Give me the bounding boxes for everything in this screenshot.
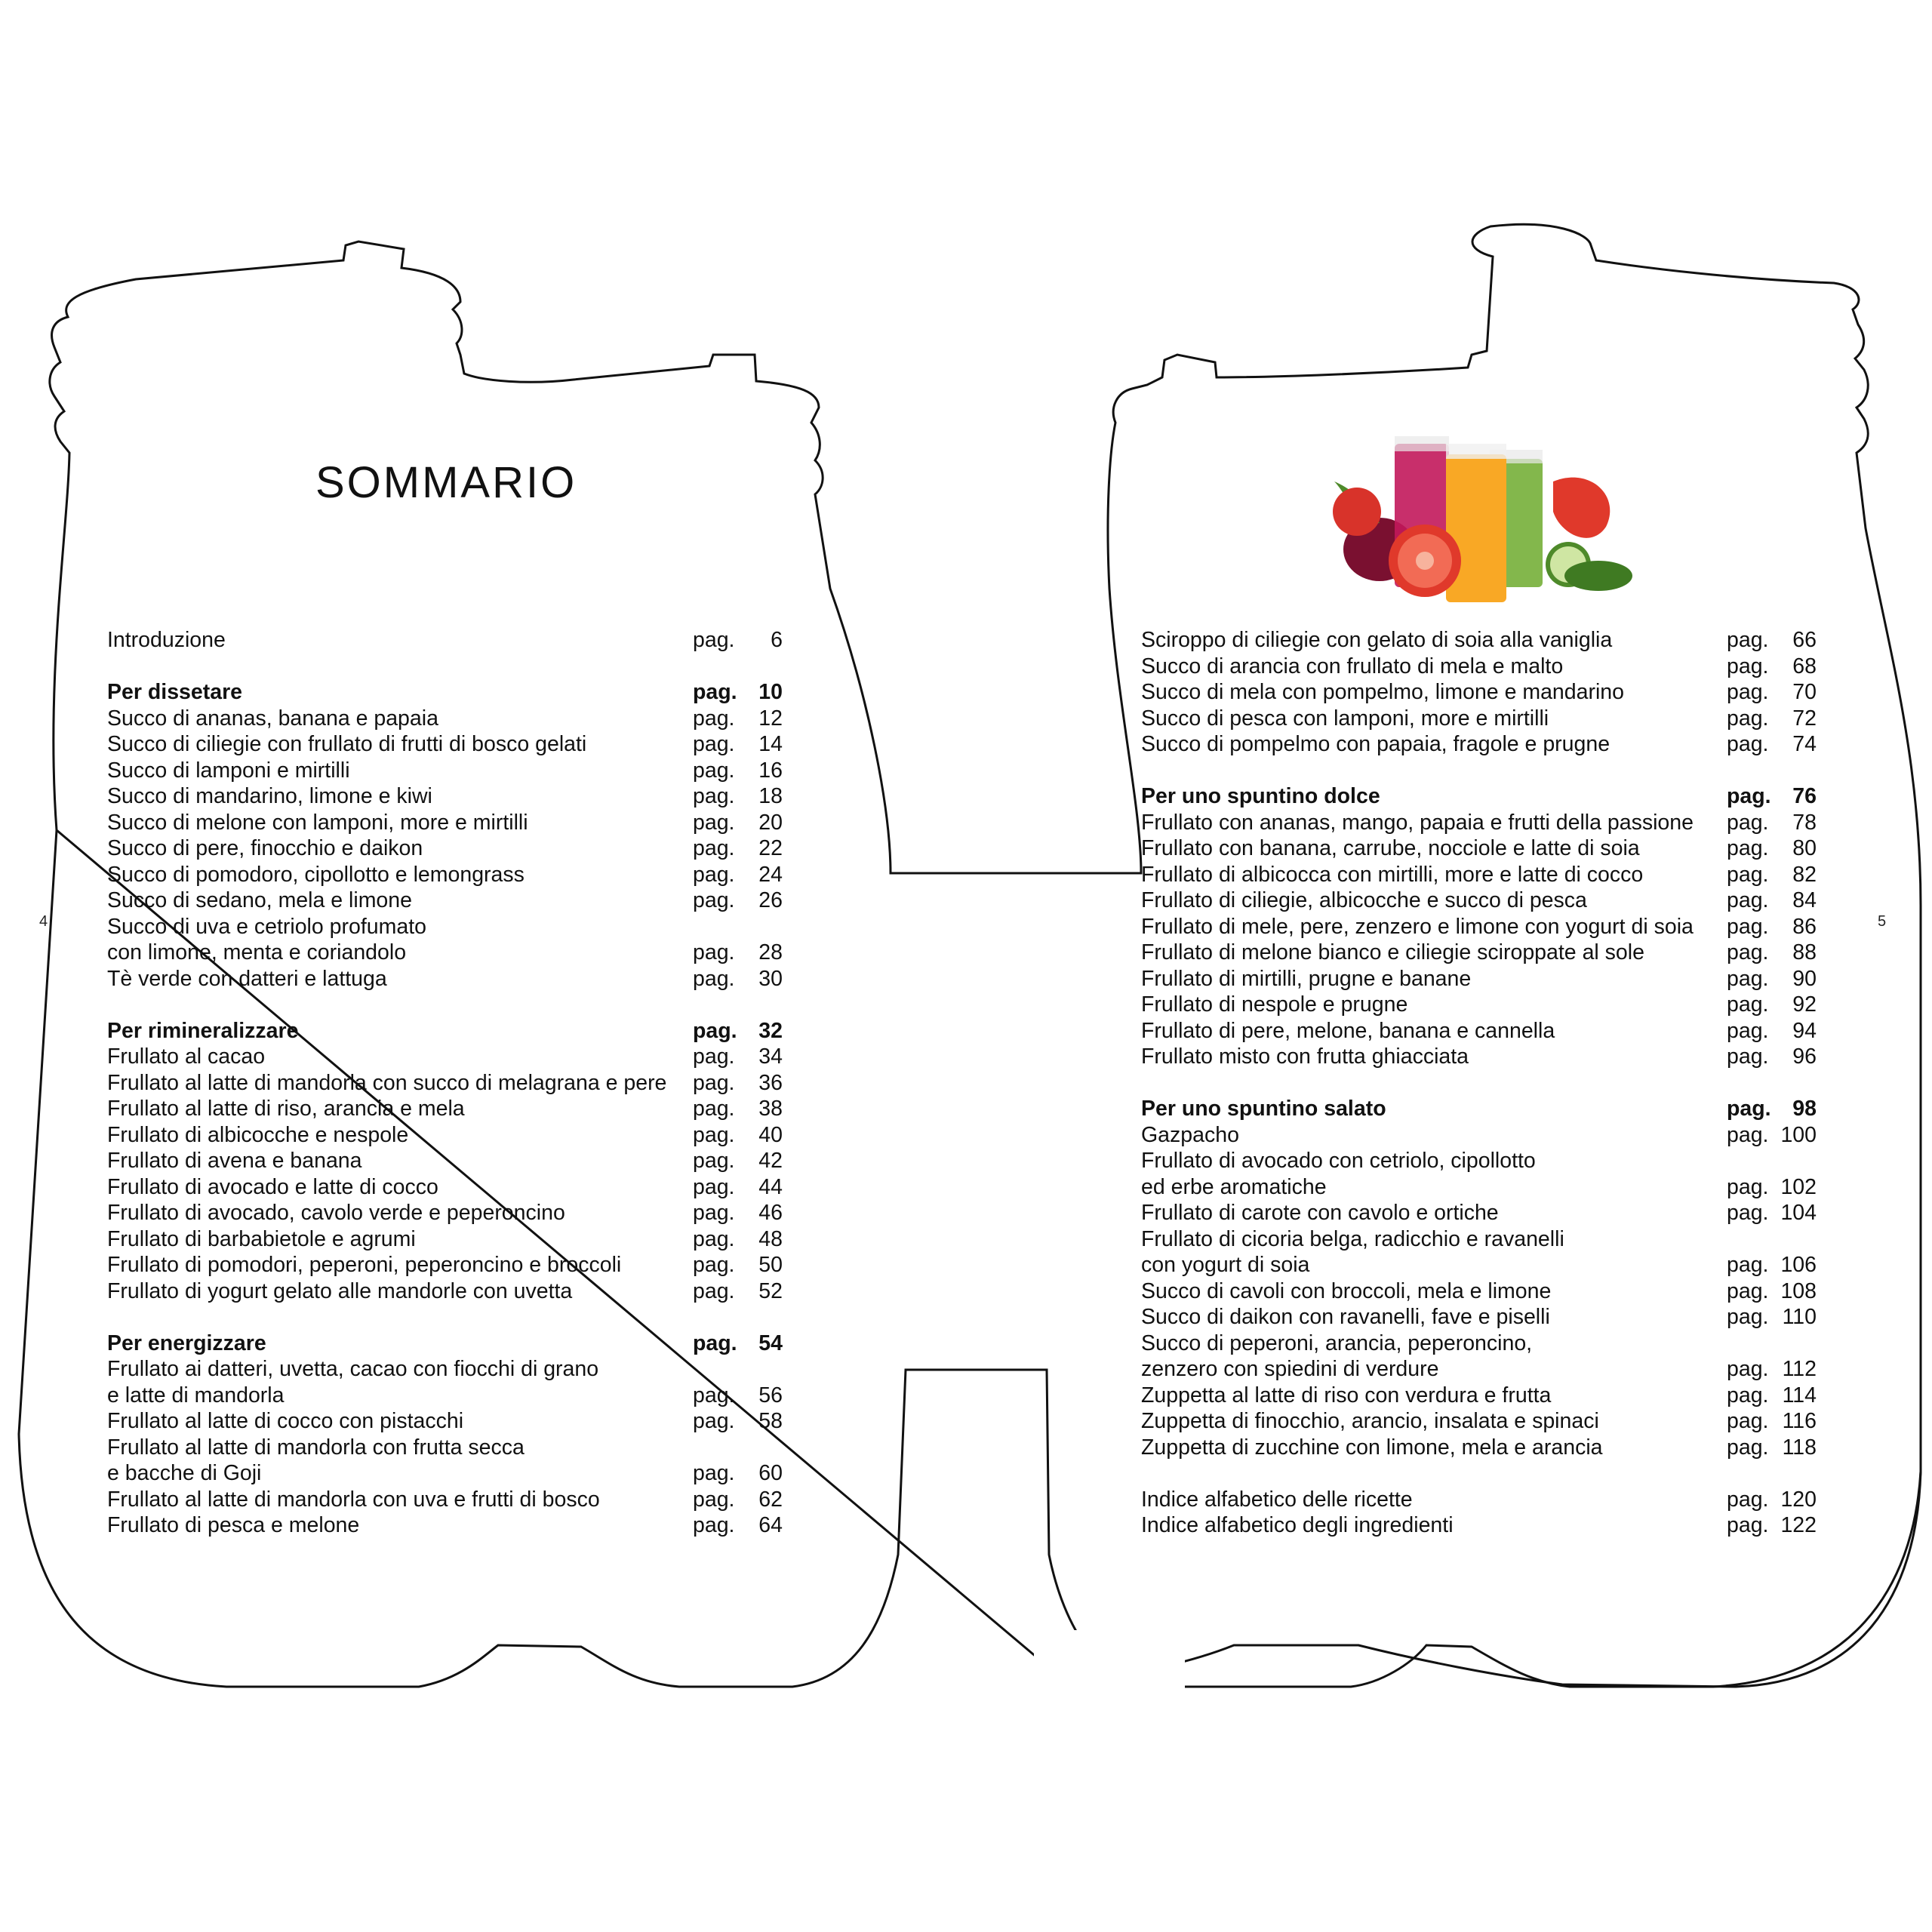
toc-entry-page-number: 106 [1780,1253,1817,1277]
toc-entry [1141,1304,1817,1331]
toc-entry-title: Frullato di avocado con cetriolo, cipollotto [1141,1149,1536,1173]
toc-entry [1141,1044,1817,1070]
toc-entry-pag-label: pag. [1727,966,1769,991]
toc-entry [1141,862,1817,888]
toc-entry-title: Frullato di pomodori, peperoni, peperoncino e broccoli [107,1253,622,1277]
toc-entry-pag-label: pag. [1727,810,1769,835]
toc-entry-pag-label: pag. [693,966,735,991]
toc-entry-pag-label: pag. [1727,1122,1769,1147]
toc-entry-title: Frullato di barbabietole e agrumi [107,1226,416,1251]
juice-glasses-image [1319,436,1644,613]
toc-entry [1141,1252,1817,1278]
toc-entry-page-number: 70 [1792,680,1817,704]
toc-entry-title: Frullato con ananas, mango, papaia e frutti della passione [1141,810,1694,835]
pepper [1553,478,1610,538]
toc-entry-page-number: 46 [758,1201,783,1225]
toc-entry [1141,888,1817,914]
toc-entry-pag-label: pag. [693,706,735,731]
section-gap [107,1304,783,1331]
toc-entry-title: con limone, menta e coriandolo [107,940,407,964]
toc-entry [1141,835,1817,862]
toc-entry [107,1487,783,1513]
toc-entry [1141,810,1817,836]
toc-entry [1141,1148,1817,1174]
toc-entry-pag-label: pag. [693,1201,735,1225]
toc-entry [1141,1226,1817,1253]
toc-entry-pag-label: pag. [1727,1409,1769,1433]
toc-entry-page-number: 16 [758,758,783,783]
toc-entry [1141,1383,1817,1409]
toc-entry-title: Indice alfabetico degli ingredienti [1141,1513,1454,1537]
toc-entry-page-number: 88 [1792,940,1817,964]
toc-entry [107,706,783,732]
toc-entry [107,1408,783,1435]
toc-entry-title: Frullato al latte di mandorla con succo di melagrana e pere [107,1070,667,1095]
toc-entry-title: ed erbe aromatiche [1141,1174,1327,1199]
toc-entry [1141,731,1817,758]
toc-entry-page-number: 112 [1782,1357,1817,1381]
section-gap [1141,1070,1817,1097]
toc-entry-pag-label: pag. [1727,888,1769,912]
toc-entry-page-number: 64 [758,1513,783,1537]
toc-entry-title: Succo di peperoni, arancia, peperoncino, [1141,1331,1533,1355]
toc-entry-page-number: 6 [771,628,783,652]
toc-entry-title: Tè verde con datteri e lattuga [107,966,387,991]
toc-entry-title: Indice alfabetico delle ricette [1141,1487,1413,1512]
toc-entry [1141,940,1817,966]
toc-entry-title: Frullato di avocado e latte di cocco [107,1174,438,1199]
toc-entry-title: Frullato al cacao [107,1044,266,1069]
toc-entry-pag-label: pag. [693,1461,735,1485]
toc-entry-page-number: 118 [1782,1435,1817,1460]
toc-entry-page-number: 44 [758,1174,783,1199]
toc-entry-title: Gazpacho [1141,1122,1239,1147]
toc-entry-title: Zuppetta al latte di riso con verdura e frutta [1141,1383,1552,1407]
toc-entry [1141,1018,1817,1044]
cucumber [1564,561,1632,591]
toc-entry-page-number: 92 [1792,992,1817,1017]
toc-entry-title: Frullato di carote con cavolo e ortiche [1141,1201,1499,1225]
section-gap [1141,1460,1817,1487]
toc-left [107,627,783,1539]
toc-entry-title: Per dissetare [107,680,243,704]
toc-entry [1141,1278,1817,1305]
toc-entry [1141,992,1817,1018]
toc-entry-pag-label: pag. [693,758,735,783]
toc-entry-pag-label: pag. [1727,1278,1769,1303]
page-title: SOMMARIO [315,458,577,507]
toc-entry-title: Frullato di avocado, cavolo verde e peperoncino [107,1201,565,1225]
toc-entry-page-number: 22 [758,836,783,860]
toc-entry-title: zenzero con spiedini di verdure [1141,1357,1439,1381]
toc-entry-page-number: 96 [1792,1044,1817,1069]
toc-entry-page-number: 28 [758,940,783,964]
toc-entry-pag-label: pag. [1727,1305,1769,1329]
toc-entry [107,1512,783,1539]
toc-entry [1141,1512,1817,1539]
toc-entry-pag-label: pag. [693,1044,735,1069]
toc-entry-pag-label: pag. [693,1409,735,1433]
toc-entry-page-number: 36 [758,1070,783,1095]
toc-entry-title: Succo di ciliegie con frullato di frutti di bosco gelati [107,732,587,756]
toc-entry-page-number: 90 [1792,966,1817,991]
toc-section-heading [1141,1096,1817,1122]
toc-entry [1141,706,1817,732]
toc-entry-title: Succo di daikon con ravanelli, fave e piselli [1141,1305,1550,1329]
toc-entry-page-number: 20 [758,810,783,835]
toc-entry-page-number: 116 [1782,1409,1817,1433]
toc-entry [107,810,783,836]
toc-entry-title: Frullato al latte di riso, arancia e mela [107,1097,465,1121]
toc-entry [1141,627,1817,654]
toc-entry-pag-label: pag. [693,1149,735,1173]
toc-entry-pag-label: pag. [693,732,735,756]
toc-entry-page-number: 122 [1780,1513,1817,1537]
toc-entry-pag-label: pag. [1727,1253,1769,1277]
toc-entry-page-number: 50 [758,1253,783,1277]
toc-entry [107,1383,783,1409]
toc-entry-pag-label: pag. [693,1513,735,1537]
toc-entry-pag-label: pag. [693,628,735,652]
toc-entry-page-number: 30 [758,966,783,991]
toc-entry-pag-label: pag. [693,784,735,808]
toc-entry-pag-label: pag. [1727,1383,1769,1407]
toc-entry-page-number: 48 [758,1226,783,1251]
toc-entry-page-number: 18 [758,784,783,808]
toc-entry [1141,966,1817,992]
toc-entry-pag-label: pag. [1727,680,1769,704]
toc-entry-pag-label: pag. [1727,784,1771,808]
toc-entry-title: Frullato di albicocca con mirtilli, more e latte di cocco [1141,862,1644,887]
toc-entry-pag-label: pag. [1727,1018,1769,1043]
toc-section-heading [107,1331,783,1357]
toc-entry-page-number: 82 [1792,862,1817,887]
toc-entry [107,1226,783,1253]
toc-entry-page-number: 120 [1780,1487,1817,1512]
toc-section-heading [107,679,783,706]
toc-entry-pag-label: pag. [1727,1357,1769,1381]
toc-entry-page-number: 104 [1780,1201,1817,1225]
toc-entry [1141,679,1817,706]
toc-entry-title: Succo di uva e cetriolo profumato [107,914,426,939]
toc-entry-pag-label: pag. [693,1383,735,1407]
toc-entry [107,862,783,888]
toc-entry-title: Introduzione [107,628,226,652]
toc-entry [107,888,783,914]
toc-entry-title: Frullato di pesca e melone [107,1513,360,1537]
toc-section-heading [107,1018,783,1044]
toc-entry-page-number: 38 [758,1097,783,1121]
toc-entry-page-number: 52 [758,1278,783,1303]
toc-entry-page-number: 58 [758,1409,783,1433]
toc-entry-page-number: 34 [758,1044,783,1069]
toc-entry-page-number: 60 [758,1461,783,1485]
toc-entry-title: Frullato di avena e banana [107,1149,362,1173]
toc-entry-pag-label: pag. [693,888,735,912]
toc-entry-title: Frullato di yogurt gelato alle mandorle con uvetta [107,1278,573,1303]
section-gap [107,992,783,1018]
toc-entry-pag-label: pag. [1727,914,1769,939]
toc-entry-title: Frullato al latte di mandorla con frutta secca [107,1435,525,1460]
toc-entry [107,1148,783,1174]
toc-entry [107,1460,783,1487]
toc-entry-title: Frullato ai datteri, uvetta, cacao con fiocchi di grano [107,1357,599,1381]
toc-entry-page-number: 24 [758,862,783,887]
toc-entry [107,758,783,784]
toc-entry [107,835,783,862]
toc-entry-title: Succo di mela con pompelmo, limone e mandarino [1141,680,1624,704]
toc-entry-pag-label: pag. [1727,1435,1769,1460]
toc-entry [107,1278,783,1305]
toc-entry [107,1070,783,1097]
toc-entry-page-number: 72 [1792,706,1817,731]
toc-entry-title: Frullato al latte di mandorla con uva e frutti di bosco [107,1487,600,1512]
toc-entry-pag-label: pag. [1727,940,1769,964]
toc-entry-page-number: 68 [1792,654,1817,678]
toc-entry [107,1435,783,1461]
toc-entry [1141,1408,1817,1435]
toc-entry-page-number: 86 [1792,914,1817,939]
toc-entry-title: Per uno spuntino salato [1141,1097,1386,1121]
toc-entry-page-number: 84 [1792,888,1817,912]
toc-entry [107,1252,783,1278]
toc-entry [107,1174,783,1201]
toc-entry-pag-label: pag. [1727,1487,1769,1512]
toc-entry-title: Succo di cavoli con broccoli, mela e limone [1141,1278,1552,1303]
toc-entry-title: Zuppetta di finocchio, arancio, insalata e spinaci [1141,1409,1599,1433]
toc-entry-pag-label: pag. [1727,1174,1769,1199]
toc-entry-pag-label: pag. [1727,732,1769,756]
toc-section-heading [1141,783,1817,810]
toc-entry-pag-label: pag. [1727,836,1769,860]
toc-entry-title: Succo di lamponi e mirtilli [107,758,350,783]
toc-entry-title: Frullato di mele, pere, zenzero e limone con yogurt di soia [1141,914,1694,939]
toc-entry-page-number: 62 [758,1487,783,1512]
toc-entry-title: Succo di mandarino, limone e kiwi [107,784,432,808]
toc-entry-pag-label: pag. [1727,1044,1769,1069]
toc-entry-pag-label: pag. [693,1122,735,1147]
toc-entry-title: Frullato di melone bianco e ciliegie sciroppate al sole [1141,940,1644,964]
toc-entry-pag-label: pag. [693,1331,737,1355]
toc-entry-page-number: 110 [1782,1305,1817,1329]
toc-entry-page-number: 114 [1782,1383,1817,1407]
toc-entry-page-number: 56 [758,1383,783,1407]
section-gap [107,654,783,680]
toc-entry [1141,1122,1817,1149]
toc-entry [107,1044,783,1070]
toc-entry-page-number: 100 [1780,1122,1817,1147]
toc-entry-pag-label: pag. [693,1018,737,1043]
toc-entry-title: Succo di pomodoro, cipollotto e lemongrass [107,862,525,887]
toc-entry-title: Frullato misto con frutta ghiacciata [1141,1044,1469,1069]
toc-entry [107,940,783,966]
toc-entry-title: con yogurt di soia [1141,1253,1310,1277]
toc-entry-page-number: 80 [1792,836,1817,860]
toc-entry-page-number: 94 [1792,1018,1817,1043]
toc-entry-page-number: 40 [758,1122,783,1147]
toc-entry-title: Per energizzare [107,1331,266,1355]
toc-entry-title: e bacche di Goji [107,1461,262,1485]
toc-entry-title: Succo di pesca con lamponi, more e mirtilli [1141,706,1549,731]
toc-entry-title: Per uno spuntino dolce [1141,784,1380,808]
toc-entry-pag-label: pag. [693,1174,735,1199]
toc-entry-page-number: 10 [758,680,783,704]
toc-entry-pag-label: pag. [1727,628,1769,652]
toc-entry-pag-label: pag. [693,1278,735,1303]
toc-entry-title: Succo di sedano, mela e limone [107,888,412,912]
toc-entry-title: Frullato di cicoria belga, radicchio e ravanelli [1141,1226,1564,1251]
toc-entry [107,783,783,810]
toc-entry-pag-label: pag. [1727,1513,1769,1537]
toc-entry [1141,914,1817,940]
toc-entry-title: Frullato al latte di cocco con pistacchi [107,1409,464,1433]
toc-entry [107,731,783,758]
toc-entry [107,1200,783,1226]
toc-entry-title: Frullato di mirtilli, prugne e banane [1141,966,1472,991]
toc-entry-pag-label: pag. [1727,992,1769,1017]
toc-entry-title: Frullato di albicocche e nespole [107,1122,409,1147]
toc-entry-title: Frullato di nespole e prugne [1141,992,1408,1017]
toc-entry-page-number: 98 [1792,1097,1817,1121]
toc-entry-title: Zuppetta di zucchine con limone, mela e arancia [1141,1435,1603,1460]
toc-entry-pag-label: pag. [1727,706,1769,731]
toc-entry [1141,1200,1817,1226]
toc-entry [1141,1435,1817,1461]
toc-entry-pag-label: pag. [693,1487,735,1512]
toc-entry [107,627,783,654]
toc-entry-pag-label: pag. [693,836,735,860]
toc-entry [107,1096,783,1122]
toc-entry-page-number: 54 [758,1331,783,1355]
toc-entry-pag-label: pag. [693,1070,735,1095]
toc-entry [107,1122,783,1149]
toc-entry-page-number: 74 [1792,732,1817,756]
toc-entry-title: e latte di mandorla [107,1383,285,1407]
toc-entry-title: Succo di melone con lamponi, more e mirtilli [107,810,528,835]
toc-entry-page-number: 108 [1780,1278,1817,1303]
toc-entry-page-number: 26 [758,888,783,912]
toc-entry-pag-label: pag. [693,1253,735,1277]
toc-entry-pag-label: pag. [1727,1201,1769,1225]
toc-entry-pag-label: pag. [1727,654,1769,678]
toc-entry-pag-label: pag. [693,940,735,964]
toc-entry-page-number: 66 [1792,628,1817,652]
toc-entry-title: Sciroppo di ciliegie con gelato di soia alla vaniglia [1141,628,1613,652]
toc-entry-title: Frullato con banana, carrube, nocciole e latte di soia [1141,836,1640,860]
toc-entry-page-number: 76 [1792,784,1817,808]
page-number-left: 4 [39,913,48,930]
toc-entry [107,966,783,992]
toc-entry-page-number: 14 [758,732,783,756]
toc-entry [107,914,783,940]
toc-entry-page-number: 12 [758,706,783,731]
toc-entry-pag-label: pag. [693,862,735,887]
toc-entry [1141,1331,1817,1357]
toc-right [1141,627,1817,1539]
toc-entry-pag-label: pag. [693,1226,735,1251]
toc-entry-pag-label: pag. [693,810,735,835]
tomato-back [1333,488,1381,536]
toc-entry-title: Frullato di ciliegie, albicocche e succo di pesca [1141,888,1587,912]
toc-entry-pag-label: pag. [1727,1097,1771,1121]
toc-entry-title: Frullato di pere, melone, banana e cannella [1141,1018,1555,1043]
toc-entry-title: Succo di pompelmo con papaia, fragole e prugne [1141,732,1611,756]
toc-entry-title: Per rimineralizzare [107,1018,299,1043]
page-number-right: 5 [1878,913,1887,930]
toc-entry [107,1356,783,1383]
toc-entry [1141,1174,1817,1201]
toc-entry-pag-label: pag. [693,1097,735,1121]
toc-entry [1141,654,1817,680]
toc-entry-pag-label: pag. [693,680,737,704]
toc-entry [1141,1487,1817,1513]
toc-entry-title: Succo di pere, finocchio e daikon [107,836,423,860]
toc-entry-pag-label: pag. [1727,862,1769,887]
section-gap [1141,758,1817,784]
toc-entry-page-number: 42 [758,1149,783,1173]
toc-entry-title: Succo di arancia con frullato di mela e malto [1141,654,1564,678]
toc-entry-page-number: 78 [1792,810,1817,835]
toc-entry [1141,1356,1817,1383]
toc-entry-title: Succo di ananas, banana e papaia [107,706,438,731]
toc-entry-page-number: 102 [1780,1174,1817,1199]
toc-entry-page-number: 32 [758,1018,783,1043]
